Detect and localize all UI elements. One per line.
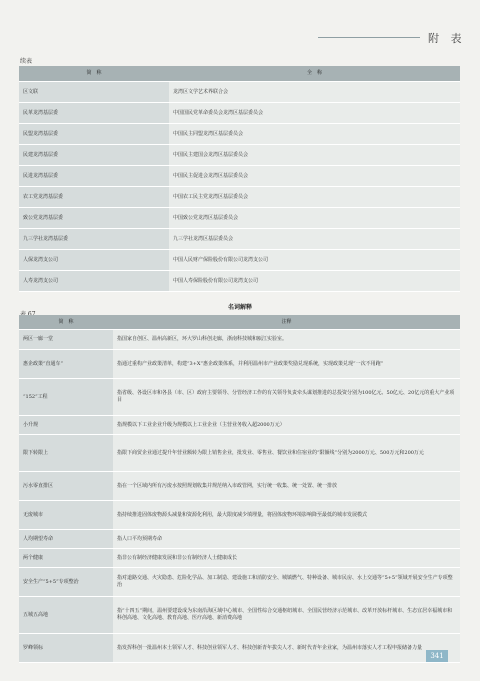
term-cell: 污水零直排区 bbox=[19, 472, 113, 501]
full-name-cell: 中国民主同盟龙湾区基层委员会 bbox=[169, 124, 460, 145]
definition-cell: 指在一个区域内所有污废水按照规划收集并规范纳入市政管网，实行统一收集、统一处置、统一排放 bbox=[113, 472, 460, 501]
table-row bbox=[19, 435, 460, 472]
page-number: 341 bbox=[426, 650, 448, 662]
term-cell: 两个健康 bbox=[19, 549, 113, 568]
definition-cell: 指规模以下工业企业升级为规模以上工业企业（主营业务收入超2000万元） bbox=[113, 416, 460, 435]
table-row bbox=[19, 568, 460, 597]
table-row bbox=[19, 271, 460, 292]
full-name-cell: 中国人民财产保险股份有限公司龙湾支公司 bbox=[169, 250, 460, 271]
full-name-cell: 中国农工民主党龙湾区基层委员会 bbox=[169, 187, 460, 208]
definition-cell: 指国家自创区、温州高新区，环大罗山科创走廊，浙南科技城和瓯江实验室。 bbox=[113, 330, 460, 350]
table-row bbox=[19, 472, 460, 501]
definition-cell: 指通过重构产业政策清单，构建“3+X”惠企政策体系，并利用温州市产业政策奖励兑现系统，实现政策兑现“一次不用跑” bbox=[113, 350, 460, 379]
table-row bbox=[19, 350, 460, 379]
table-row bbox=[19, 501, 460, 530]
short-name-cell: 民革龙湾基层委 bbox=[19, 103, 169, 124]
full-name-cell: 龙湾区文学艺术界联合会 bbox=[169, 82, 460, 103]
table1-header-full: 全 称 bbox=[169, 66, 460, 82]
abbreviation-table bbox=[19, 66, 460, 292]
table-row bbox=[19, 416, 460, 435]
table-row bbox=[19, 634, 460, 663]
short-name-cell: 人保龙湾支公司 bbox=[19, 250, 169, 271]
short-name-cell: 人寿龙湾支公司 bbox=[19, 271, 169, 292]
full-name-cell: 中国民主建国会龙湾区基层委员会 bbox=[169, 145, 460, 166]
full-name-cell: 九三学社龙湾区基层委员会 bbox=[169, 229, 460, 250]
short-name-cell: 区文联 bbox=[19, 82, 169, 103]
definition-cell: 指“十四五”期间，温州要建设成为东南沿海区域中心城市、全国性综合交通枢纽城市、全国民营经济示范城市、改革开放标杆城市、生态宜居幸福城市和科创高地、文化高地、教育高地、医疗高地、新消费高地 bbox=[113, 597, 460, 634]
full-name-cell: 中国国民党革命委员会龙湾区基层委员会 bbox=[169, 103, 460, 124]
table-row bbox=[19, 145, 460, 166]
short-name-cell: 九三学社龙湾基层委 bbox=[19, 229, 169, 250]
term-cell: 小升规 bbox=[19, 416, 113, 435]
table-row bbox=[19, 124, 460, 145]
table-row bbox=[19, 82, 460, 103]
short-name-cell: 民进龙湾基层委 bbox=[19, 166, 169, 187]
full-name-cell: 中国人寿保险股份有限公司龙湾支公司 bbox=[169, 271, 460, 292]
definition-cell: 指发挥科创一批温州本土领军人才、科技创业领军人才、科技创新青年拔尖人才、新时代青年企业家，为温州市落实人才工程申报储备力量 bbox=[113, 634, 460, 663]
table-row bbox=[19, 530, 460, 549]
glossary-table bbox=[19, 315, 460, 663]
table1-header-short: 简 称 bbox=[19, 66, 169, 82]
glossary-header-term: 简 称 bbox=[19, 315, 113, 330]
short-name-cell: 民盟龙湾基层委 bbox=[19, 124, 169, 145]
table-row bbox=[19, 187, 460, 208]
term-cell: 五城五高地 bbox=[19, 597, 113, 634]
term-cell: 限下转限上 bbox=[19, 435, 113, 472]
term-cell: 两区一廊一堂 bbox=[19, 330, 113, 350]
term-cell: 惠企政策“直通车” bbox=[19, 350, 113, 379]
short-name-cell: 农工党龙湾基层委 bbox=[19, 187, 169, 208]
short-name-cell: 致公党龙湾基层委 bbox=[19, 208, 169, 229]
definition-cell: 指省级、各设区市和各县（市、区）政府主要领导、分管经济工作的有关领导负责牵头谋划推进的总投资分别为100亿元、50亿元、20亿元的重大产业项目 bbox=[113, 379, 460, 416]
header-rule bbox=[318, 37, 420, 38]
table-row bbox=[19, 549, 460, 568]
definition-cell: 指对道路交通、火灾隐患、危险化学品、加工制造、建设施工和消防安全、城镇燃气、特种设备、城市民房、水上交通等“5+5”领域开展安全生产专项整治 bbox=[113, 568, 460, 597]
glossary-header-note: 注释 bbox=[113, 315, 460, 330]
table-row bbox=[19, 103, 460, 124]
definition-cell: 指人口平均预期寿命 bbox=[113, 530, 460, 549]
table-row bbox=[19, 250, 460, 271]
table-row bbox=[19, 597, 460, 634]
term-cell: 罗峰领标 bbox=[19, 634, 113, 663]
table-row bbox=[19, 229, 460, 250]
short-name-cell: 民建龙湾基层委 bbox=[19, 145, 169, 166]
table-row bbox=[19, 330, 460, 350]
term-cell: 无废城市 bbox=[19, 501, 113, 530]
glossary-title: 名词解释 bbox=[227, 304, 252, 311]
definition-cell: 指持续推进固体废物源头减量和资源化利用，最大限度减少填埋量，将固体废物环境影响降至最低的城市发展模式 bbox=[113, 501, 460, 530]
table-row bbox=[19, 379, 460, 416]
term-cell: “152”工程 bbox=[19, 379, 113, 416]
full-name-cell: 中国致公党龙湾区基层委员会 bbox=[169, 208, 460, 229]
term-cell: 安全生产“5+5”专项整治 bbox=[19, 568, 113, 597]
full-name-cell: 中国民主促进会龙湾区基层委员会 bbox=[169, 166, 460, 187]
table-row bbox=[19, 208, 460, 229]
table1-caption: 续表 bbox=[20, 58, 33, 65]
page-header-title: 附 表 bbox=[428, 32, 466, 45]
term-cell: 人均期望寿命 bbox=[19, 530, 113, 549]
definition-cell: 指非公有制经济健康发展和非公有制经济人士健康成长 bbox=[113, 549, 460, 568]
table-row bbox=[19, 166, 460, 187]
definition-cell: 指限下商贸企业通过提升年营业额转为限上销售企业，批发业、零售业、餐饮业和住宿业的“限额线”分别为2000万元、500万元和200万元 bbox=[113, 435, 460, 472]
